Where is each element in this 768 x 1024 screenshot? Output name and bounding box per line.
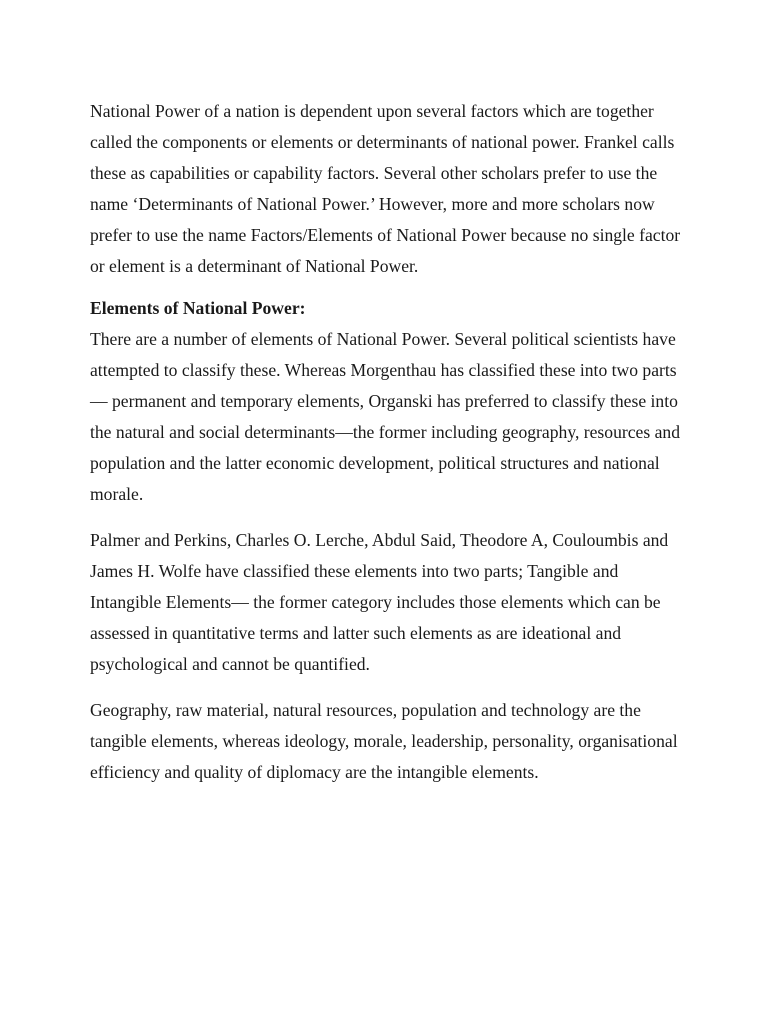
paragraph-classification: There are a number of elements of National Power. Several political scientists have attempted to classify these. Whereas Morgenthau has classified these into two parts— permanent and temporary elements, Organski has preferred to classify these into the natural and social determinants—the former including geography, resources and population and the latter economic development, political structures and national morale.	[90, 329, 681, 504]
paragraph-intro: National Power of a nation is dependent upon several factors which are together called the components or elements or determinants of national power. Frankel calls these as capabilities or capability factors. Several other scholars prefer to use the name ‘Determinants of National Power.’ However, more and more scholars now prefer to use the name Factors/Elements of National Power because no single factor or element is a determinant of National Power.	[90, 101, 681, 276]
paragraph-tangible-intangible: Palmer and Perkins, Charles O. Lerche, Abdul Said, Theodore A, Couloumbis and James H. Wolfe have classified these elements into two parts; Tangible and Intangible Elements— the former category includes those elements which can be assessed in quantitative terms and latter such elements as are ideational and psychological and cannot be quantified.	[90, 530, 669, 674]
section-heading: Elements of National Power:	[90, 298, 306, 318]
document-page	[90, 96, 690, 788]
paragraph-examples: Geography, raw material, natural resources, population and technology are the tangible elements, whereas ideology, morale, leadership, personality, organisational efficiency and quality of diplomacy are the intangible elements.	[90, 700, 678, 782]
